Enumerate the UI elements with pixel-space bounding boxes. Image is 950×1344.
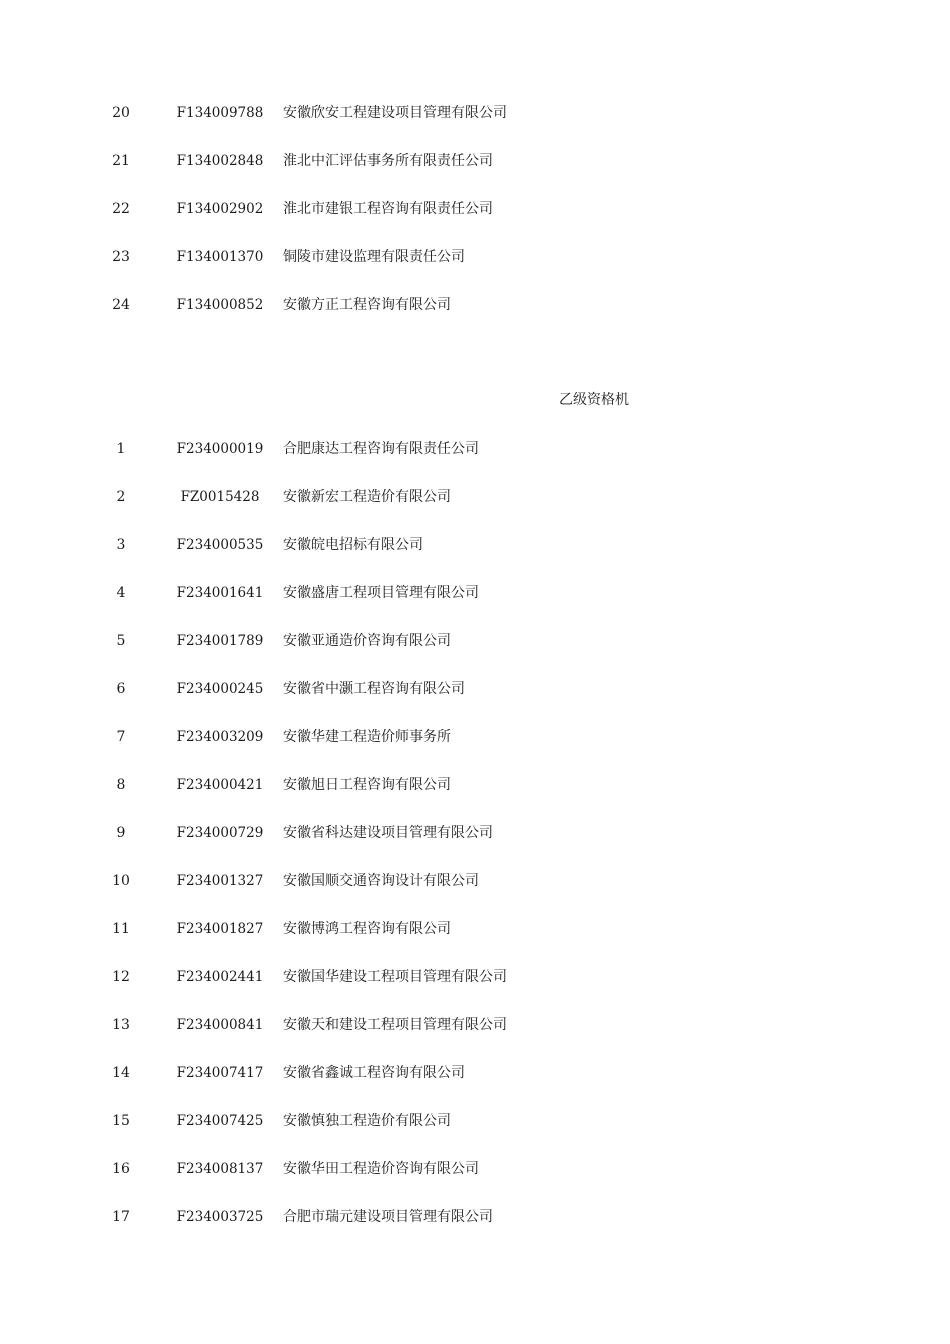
table-row	[0, 677, 950, 701]
company-name: 安徽亚通造价咨询有限公司	[283, 633, 451, 649]
registration-code: F234001789	[176, 633, 264, 649]
registration-code: F234003209	[176, 729, 264, 745]
row-number: 14	[112, 1065, 130, 1081]
registration-code: F234000729	[176, 825, 264, 841]
registration-code: F234007417	[176, 1065, 264, 1081]
table-row	[0, 917, 950, 941]
table-row	[0, 773, 950, 797]
company-name: 安徽省科达建设项目管理有限公司	[283, 825, 493, 841]
row-number: 22	[112, 201, 130, 217]
table-row	[0, 1205, 950, 1229]
table-row	[0, 725, 950, 749]
table-row	[0, 149, 950, 173]
registration-code: F134009788	[176, 105, 264, 121]
table-row	[0, 293, 950, 317]
table-row	[0, 1157, 950, 1181]
table-row	[0, 533, 950, 557]
company-name: 安徽华建工程造价师事务所	[283, 729, 451, 745]
row-number: 21	[112, 153, 130, 169]
company-name: 安徽省鑫诚工程咨询有限公司	[283, 1065, 465, 1081]
table-row	[0, 437, 950, 461]
table-row	[0, 629, 950, 653]
row-number: 4	[116, 585, 126, 601]
table-row	[0, 1061, 950, 1085]
registration-code: F134002902	[176, 201, 264, 217]
company-name: 淮北中汇评估事务所有限责任公司	[283, 153, 493, 169]
company-name: 安徽华田工程造价咨询有限公司	[283, 1161, 479, 1177]
company-name: 合肥康达工程咨询有限责任公司	[283, 441, 479, 457]
company-name: 安徽盛唐工程项目管理有限公司	[283, 585, 479, 601]
table-row	[0, 581, 950, 605]
company-name: 安徽国顺交通咨询设计有限公司	[283, 873, 479, 889]
registration-code: FZ0015428	[180, 489, 260, 505]
company-name: 安徽欣安工程建设项目管理有限公司	[283, 105, 507, 121]
company-name: 安徽省中灏工程咨询有限公司	[283, 681, 465, 697]
registration-code: F234000421	[176, 777, 264, 793]
row-number: 3	[116, 537, 126, 553]
registration-code: F234000841	[176, 1017, 264, 1033]
company-name: 安徽新宏工程造价有限公司	[283, 489, 451, 505]
registration-code: F234001827	[176, 921, 264, 937]
company-name: 淮北市建银工程咨询有限责任公司	[283, 201, 493, 217]
company-name: 安徽国华建设工程项目管理有限公司	[283, 969, 507, 985]
company-name: 合肥市瑞元建设项目管理有限公司	[283, 1209, 493, 1225]
row-number: 8	[116, 777, 126, 793]
registration-code: F234002441	[176, 969, 264, 985]
row-number: 5	[116, 633, 126, 649]
row-number: 12	[112, 969, 130, 985]
row-number: 13	[112, 1017, 130, 1033]
table-row	[0, 197, 950, 221]
row-number: 1	[116, 441, 126, 457]
registration-code: F234003725	[176, 1209, 264, 1225]
row-number: 6	[116, 681, 126, 697]
company-name: 安徽旭日工程咨询有限公司	[283, 777, 451, 793]
table-row	[0, 1109, 950, 1133]
row-number: 16	[112, 1161, 130, 1177]
row-number: 17	[112, 1209, 130, 1225]
row-number: 23	[112, 249, 130, 265]
row-number: 20	[112, 105, 130, 121]
registration-code: F234000019	[176, 441, 264, 457]
table-row	[0, 965, 950, 989]
table-row	[0, 101, 950, 125]
company-name: 安徽方正工程咨询有限公司	[283, 297, 451, 313]
registration-code: F234000245	[176, 681, 264, 697]
table-row	[0, 245, 950, 269]
row-number: 15	[112, 1113, 130, 1129]
row-number: 7	[116, 729, 126, 745]
row-number: 9	[116, 825, 126, 841]
company-name: 安徽皖电招标有限公司	[283, 537, 423, 553]
registration-code: F234001327	[176, 873, 264, 889]
table-row	[0, 485, 950, 509]
registration-code: F234000535	[176, 537, 264, 553]
company-name: 安徽慎独工程造价有限公司	[283, 1113, 451, 1129]
company-name: 铜陵市建设监理有限责任公司	[283, 249, 465, 265]
registration-code: F234001641	[176, 585, 264, 601]
table-row	[0, 869, 950, 893]
registration-code: F134000852	[176, 297, 264, 313]
row-number: 24	[112, 297, 130, 313]
row-number: 10	[112, 873, 130, 889]
company-name: 安徽天和建设工程项目管理有限公司	[283, 1017, 507, 1033]
registration-code: F134002848	[176, 153, 264, 169]
registration-code: F234007425	[176, 1113, 264, 1129]
company-name: 安徽博鸿工程咨询有限公司	[283, 921, 451, 937]
table-row	[0, 821, 950, 845]
row-number: 11	[112, 921, 130, 937]
registration-code: F234008137	[176, 1161, 264, 1177]
row-number: 2	[116, 489, 126, 505]
section-title: 乙级资格机	[559, 392, 629, 408]
registration-code: F134001370	[176, 249, 264, 265]
table-row	[0, 1013, 950, 1037]
